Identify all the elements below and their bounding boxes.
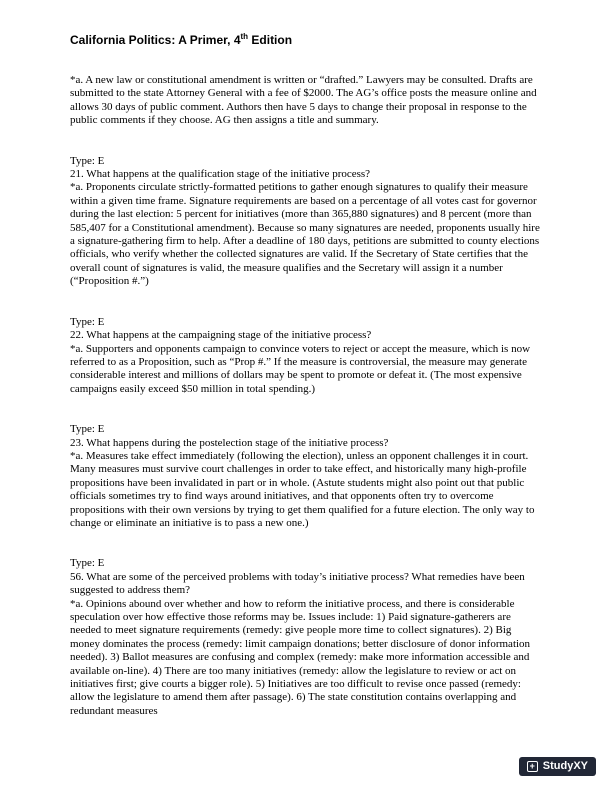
type-label: Type: E [70,315,105,328]
answer-text: *a. Supporters and opponents campaign to convince voters to reject or accept the measure, which is now referred to as a Proposition, such as “Prop #.” If the measure is controversial, the measure may generate considerable interest and millions of dollars may be spent to promote or defeat it. (The most expensive campaigns easily exceed $50 million in total spending.) [70,342,531,395]
type-label: Type: E [70,423,105,436]
question-text: 21. What happens at the qualification stage of the initiative process? [70,168,371,181]
question-text: 23. What happens during the postelection stage of the initiative process? [70,436,389,449]
answer-text: *a. Opinions abound over whether and how to reform the initiative process, and there is considerable speculation over how effective those reforms may be. Issues include: 1) Paid signature-gatherers are needed to meet signature requirements (remedy: give people more time to collect signatures). 2) Big money dominates the process (remedy: limit campaign donations; better disclosure of donor information needed). 3) Ballot measures are confusing and complex (remedy: make more information accessible and available on-line). 4) There are too many initiatives (remedy: allow the legislature to review or act on initiatives first; give courts a bigger role). 5) Initiatives are too difficult to revise once passed (remedy: allow the legislature to amend them after passage). 6) The state constitution contains overlapping and redundant measures [70,597,531,717]
title-superscript: th [240,32,249,41]
type-label: Type: E [70,557,105,570]
question-text: 56. What are some of the perceived problems with today’s initiative process? What remedies have been suggested to address them? [70,570,525,597]
plus-icon: + [527,761,538,772]
question-block-21 [70,155,542,289]
type-label: Type: E [70,154,105,167]
question-block-23 [70,423,542,530]
title-suffix: Edition [248,33,293,47]
answer-text: *a. Measures take effect immediately (following the election), unless an opponent challenges it in court. Many measures must survive court challenges in order to take effect, and historically many high-profile propositions have been invalidated in part or in whole. (Astute students might also point out that public officials sometimes try to find ways around initiatives, and that opponents often try to overcome propositions with their own versions by trying to get them qualified for a future election. The only way to change or eliminate an initiative is to pass a new one.) [70,449,535,529]
question-text: 22. What happens at the campaigning stage of the initiative process? [70,329,372,342]
brand-label: StudyXY [542,759,588,772]
title-text: California Politics: A Primer, 4 [70,33,241,47]
question-block-22 [70,316,542,396]
answer-text: *a. Proponents circulate strictly-formatted petitions to gather enough signatures to qualify their measure within a given time frame. Signature requirements are based on a percentage of all votes cast for governor during the last election: 5 percent for initiatives (more than 365,880 signatures) and 8 percent (more than 585,407 for a Constitutional amendment). Because so many signatures are needed, proponents usually hire a signature-gathering firm to help. After a deadline of 180 days, petitions are submitted to county elections officials, who verify whether the collected signatures are valid. If the Secretary of State certifies that the overall count of signatures is valid, the measure qualifies and the Secretary will assign it a number (“Proposition #.”) [70,181,540,288]
studyxy-badge[interactable] [519,757,596,776]
document-title [70,33,542,47]
answer-paragraph-intro: *a. A new law or constitutional amendment is written or “drafted.” Lawyers may be consulted. Drafts are submitted to the state Attorney General with a fee of $2000. The AG’s office posts the measure online and allows 30 days of public comment. Authors then have 5 days to change their proposal in response to the public comments if they choose. AG then assigns a title and summary. [70,74,537,127]
question-block-56 [70,557,542,718]
